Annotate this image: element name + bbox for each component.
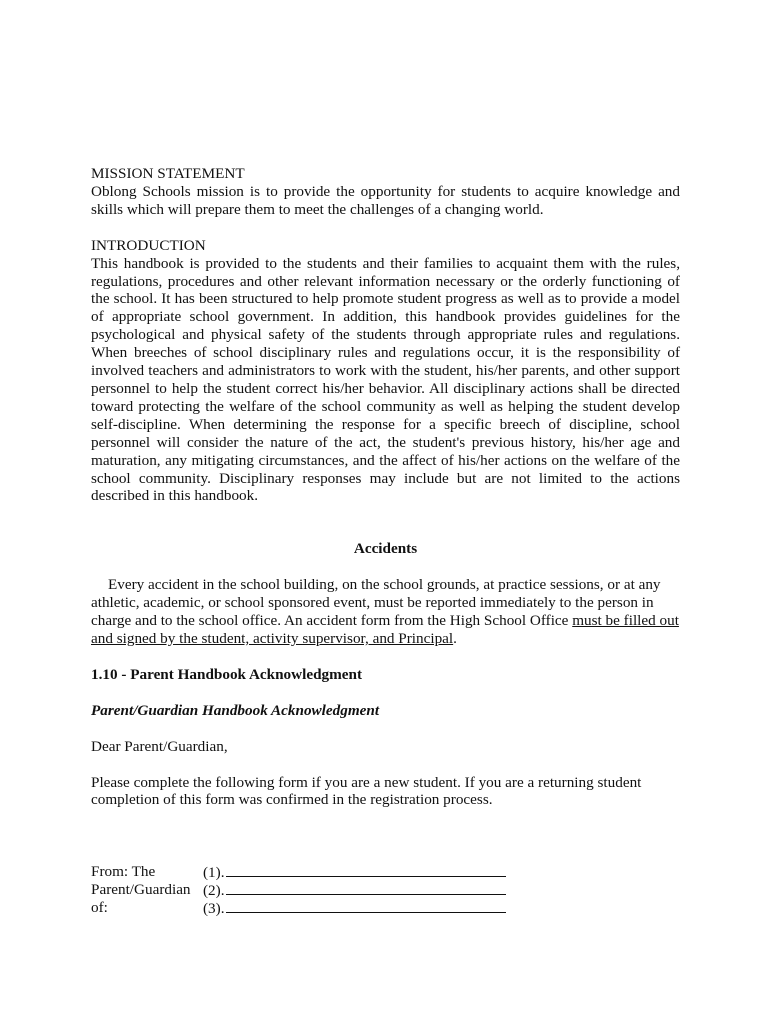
spacer	[91, 219, 680, 237]
spacer	[91, 648, 680, 666]
acknowledgment-sub-heading: Parent/Guardian Handbook Acknowledgment	[91, 701, 380, 719]
acknowledgment-instructions: Please complete the following form if you are a new student. If you are a returning student completion of this form was confirmed in the registration process.	[91, 773, 642, 809]
spacer	[91, 809, 680, 863]
mission-statement-heading: MISSION STATEMENT	[91, 165, 245, 182]
introduction-heading: INTRODUCTION	[91, 236, 206, 254]
salutation: Dear Parent/Guardian,	[91, 737, 228, 755]
accidents-text-plain: Every accident in the school building, on the school grounds, at practice sessions, or at any athletic, academic, or school sponsored event, must be reported immediately to the person in charge and to the school office. An accident form from the High School Office	[91, 576, 661, 630]
accidents-text-underlined: must be filled out and signed by the student, activity supervisor, and Principal	[91, 612, 679, 647]
form-label-3: of:	[91, 899, 108, 917]
spacer	[91, 684, 680, 702]
acknowledgment-section-heading: 1.10 - Parent Handbook Acknowledgment	[91, 665, 363, 683]
form-label-1: From: The	[91, 863, 156, 881]
spacer	[91, 558, 680, 576]
form-field-3[interactable]	[203, 899, 513, 917]
form-number-1: (1).	[203, 864, 225, 882]
form-number-3: (3).	[203, 900, 225, 918]
spacer	[91, 505, 680, 540]
signature-line-1[interactable]	[226, 863, 506, 877]
form-label-2: Parent/Guardian	[91, 881, 191, 899]
form-number-2: (2).	[203, 882, 225, 900]
form-field-1[interactable]	[203, 863, 513, 881]
document-page	[91, 165, 680, 917]
parent-guardian-form	[91, 863, 680, 917]
signature-line-2[interactable]	[226, 881, 506, 895]
spacer	[91, 756, 680, 774]
signature-line-3[interactable]	[226, 899, 506, 913]
accidents-text-end: .	[453, 629, 457, 647]
accidents-heading: Accidents	[353, 540, 418, 558]
form-field-2[interactable]	[203, 881, 513, 899]
introduction-text: This handbook is provided to the students and their families to acquaint them with the rules, regulations, procedures and other relevant information necessary or the orderly functioning of the school. It has been structured to help promote student progress as well as to provide a model of appropriate school government. In addition, this handbook provides guidelines for the psychological and physical safety of the students through appropriate rules and regulations. When breeches of school disciplinary rules and regulations occur, it is the responsibility of involved teachers and administrators to work with the student, his/her parents, and other support personnel to help the student correct his/her behavior. All disciplinary actions shall be directed toward protecting the welfare of the school community as well as helping the student develop self-discipline. When determining the response for a specific breech of discipline, school personnel will consider the nature of the act, the student's previous history, his/her age and maturation, any mitigating circumstances, and the affect of his/her actions on the welfare of the school community. Disciplinary responses may include but are not limited to the actions described in this handbook.	[91, 254, 680, 505]
mission-statement-text: Oblong Schools mission is to provide the opportunity for students to acquire knowledge and skills which will prepare them to meet the challenges of a changing world.	[91, 182, 680, 218]
accidents-text	[91, 576, 680, 648]
spacer	[91, 720, 680, 738]
